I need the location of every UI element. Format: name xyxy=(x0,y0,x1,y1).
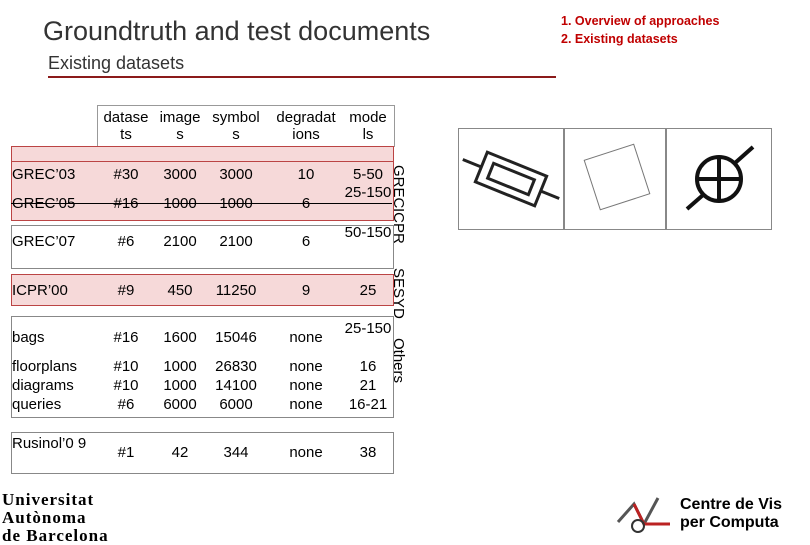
cell-images: 1000 xyxy=(163,195,197,212)
cell-symbols: 6000 xyxy=(219,396,253,413)
cell-symbols: 15046 xyxy=(215,329,257,346)
title-divider xyxy=(48,76,556,78)
col-header-symbols: symbol s xyxy=(212,109,260,143)
cell-models: 16 xyxy=(359,358,377,375)
cell-images: 450 xyxy=(167,282,193,299)
sample-image-2 xyxy=(564,128,666,230)
col-header-degradations: degradat ions xyxy=(276,109,336,143)
group-label-grec: GREC xyxy=(390,165,407,209)
cell-models: 25-150 xyxy=(344,184,392,201)
cell-degradations: 6 xyxy=(301,195,311,212)
cell-degradations: none xyxy=(289,329,323,346)
outline-list xyxy=(561,12,719,48)
outline-item: 2. Existing datasets xyxy=(561,32,678,46)
outline-item: 1. Overview of approaches xyxy=(561,14,720,28)
rotated-square-symbol-icon xyxy=(565,129,665,229)
strikethrough-line xyxy=(11,203,392,204)
cell-models: 5-50 xyxy=(352,166,384,183)
cell-datasets: #1 xyxy=(117,444,135,461)
highlight-bar xyxy=(11,146,394,162)
col-header-images: image s xyxy=(159,109,201,143)
cell-degradations: none xyxy=(289,358,323,375)
cell-symbols: 344 xyxy=(223,444,249,461)
row-name: GREC’05 xyxy=(12,195,76,212)
col-header-datasets: datase ts xyxy=(103,109,149,143)
cell-datasets: #16 xyxy=(113,195,139,212)
col-header-models: mode ls xyxy=(349,109,387,143)
cell-symbols: 11250 xyxy=(215,282,257,299)
cell-symbols: 1000 xyxy=(219,195,253,212)
cell-datasets: #10 xyxy=(113,358,139,375)
group-label-others: Others xyxy=(390,338,407,384)
cvc-logo-mark xyxy=(614,494,674,541)
cell-images: 1600 xyxy=(163,329,197,346)
cell-models: 50-150 xyxy=(344,224,392,241)
crossed-circle-symbol-icon xyxy=(667,129,771,229)
row-name: Rusinol’0 9 xyxy=(12,435,87,452)
sample-image-1 xyxy=(458,128,564,230)
cell-images: 1000 xyxy=(163,358,197,375)
cell-degradations: none xyxy=(289,396,323,413)
cell-datasets: #9 xyxy=(117,282,135,299)
row-name: floorplans xyxy=(12,358,78,375)
cell-degradations: none xyxy=(289,444,323,461)
cell-symbols: 14100 xyxy=(215,377,257,394)
row-name: ICPR’00 xyxy=(12,282,68,299)
row-name: GREC’07 xyxy=(12,233,76,250)
cell-images: 2100 xyxy=(163,233,197,250)
resistor-symbol-icon xyxy=(459,129,563,229)
page-subtitle: Existing datasets xyxy=(48,53,185,73)
cell-symbols: 2100 xyxy=(219,233,253,250)
cell-datasets: #10 xyxy=(113,377,139,394)
sample-image-3 xyxy=(666,128,772,230)
cvc-mark-icon xyxy=(614,494,674,536)
page-title: Groundtruth and test documents xyxy=(43,16,431,46)
group-label-sesyd: SESYD xyxy=(390,268,407,319)
cell-models: 38 xyxy=(359,444,377,461)
cell-degradations: 10 xyxy=(297,166,315,183)
row-name: GREC’03 xyxy=(12,166,76,183)
cell-datasets: #16 xyxy=(113,329,139,346)
row-name: bags xyxy=(12,329,45,346)
cell-symbols: 26830 xyxy=(215,358,257,375)
cell-images: 6000 xyxy=(163,396,197,413)
row-name: diagrams xyxy=(12,377,74,394)
cell-models: 25-150 xyxy=(344,320,392,337)
cell-models: 25 xyxy=(359,282,377,299)
cell-degradations: none xyxy=(289,377,323,394)
cvc-logo-text: Centre de Vis per Computa xyxy=(680,496,782,531)
cell-degradations: 9 xyxy=(301,282,311,299)
cell-models: 21 xyxy=(359,377,377,394)
cell-symbols: 3000 xyxy=(219,166,253,183)
cell-models: 16-21 xyxy=(348,396,388,413)
cell-images: 1000 xyxy=(163,377,197,394)
cell-datasets: #6 xyxy=(117,396,135,413)
row-name: queries xyxy=(12,396,62,413)
group-label-icpr: ICPR xyxy=(390,208,407,244)
cell-images: 42 xyxy=(171,444,189,461)
uab-logo: Universitat Autònoma de Barcelona xyxy=(2,490,109,545)
cell-datasets: #6 xyxy=(117,233,135,250)
cell-degradations: 6 xyxy=(301,233,311,250)
cell-datasets: #30 xyxy=(113,166,139,183)
cell-images: 3000 xyxy=(163,166,197,183)
